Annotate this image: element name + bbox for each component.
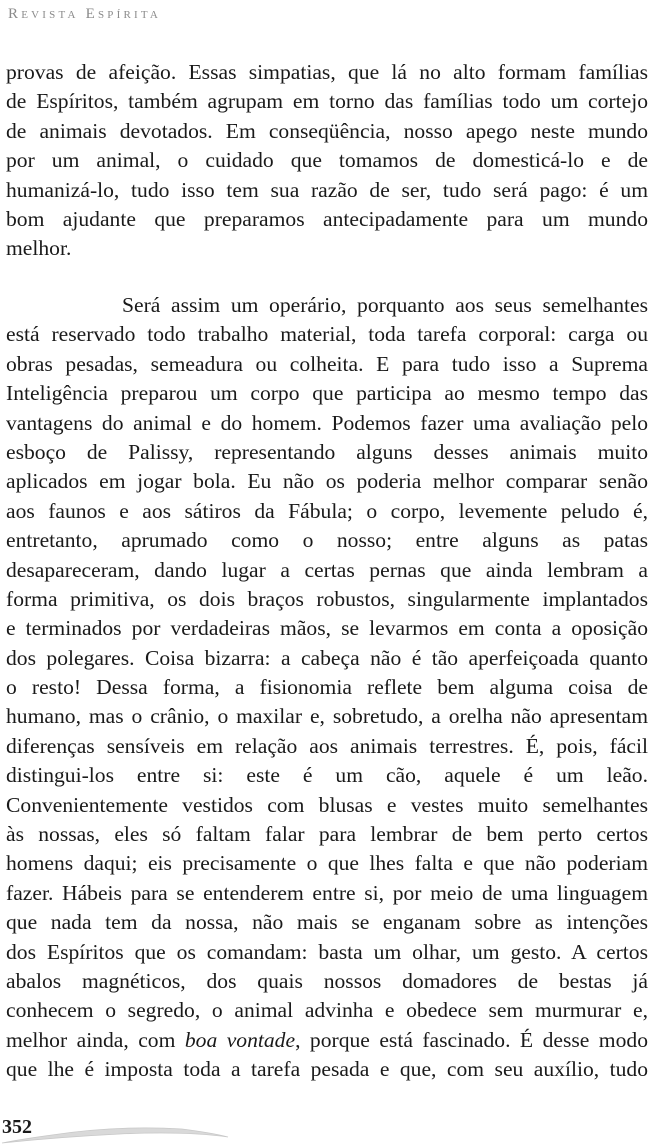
paragraph-2: [6, 291, 648, 1085]
paragraph-1: [6, 58, 648, 264]
text-line: desapareceram, dando lugar a certas pernas que ainda lembram a: [6, 557, 648, 582]
text-line: o resto! Dessa forma, a fisionomia reflete bem alguma coisa de: [6, 675, 648, 700]
text-segment: , porque está fascinado. É desse modo: [295, 1027, 648, 1052]
text-line: provas de afeição. Essas simpatias, que lá no alto formam famílias: [6, 60, 648, 84]
page-number: 352: [2, 1116, 32, 1138]
text-line: de animais devotados. Em conseqüência, nosso apego neste mundo: [6, 118, 648, 143]
text-line-with-italic: [6, 1026, 648, 1055]
text-line: Inteligência preparou um corpo que participa ao mesmo tempo das: [6, 381, 648, 406]
text-line: que nada tem da nossa, não mais se enganam sobre as intenções: [6, 910, 648, 935]
text-line: esboço de Palissy, representando alguns desses animais muito: [6, 439, 648, 464]
text-line: dos polegares. Coisa bizarra: a cabeça não é tão aperfeiçoada quanto: [6, 645, 648, 670]
text-line: forma primitiva, os dois braços robustos, singularmente implantados: [6, 586, 648, 611]
text-line: humano, mas o crânio, o maxilar e, sobretudo, a orelha não apresentam: [6, 704, 648, 729]
text-line: às nossas, eles só faltam falar para lembrar de bem perto certos: [6, 822, 648, 847]
text-line: diferenças sensíveis em relação aos animais terrestres. É, pois, fácil: [6, 733, 648, 758]
text-line: dos Espíritos que os comandam: basta um olhar, um gesto. A certos: [6, 939, 648, 964]
text-line: homens daqui; eis precisamente o que lhes falta e que não poderiam: [6, 851, 648, 876]
italic-emphasis: boa vontade: [184, 1027, 296, 1052]
text-line: está reservado todo trabalho material, toda tarefa corporal: carga ou: [6, 322, 648, 347]
text-line: melhor.: [6, 236, 72, 261]
text-line: obras pesadas, semeadura ou colheita. E para tudo isso a Suprema: [6, 351, 648, 376]
text-line: de Espíritos, também agrupam em torno das famílias todo um cortejo: [6, 89, 648, 114]
running-head: Revista Espírita: [8, 6, 162, 22]
text-line: bom ajudante que preparamos antecipadamente para um mundo: [6, 206, 648, 231]
text-line: Será assim um operário, porquanto aos seus semelhantes: [122, 293, 648, 317]
text-line: aplicados em jogar bola. Eu não os poderia melhor comparar senão: [6, 469, 648, 494]
text-line: por um animal, o cuidado que tomamos de domesticá-lo e de: [6, 148, 648, 173]
text-line: conhecem o segredo, o animal advinha e obedece sem murmurar e,: [6, 998, 648, 1023]
text-line: entretanto, aprumado como o nosso; entre alguns as patas: [6, 528, 648, 553]
text-line: vantagens do animal e do homem. Podemos fazer uma avaliação pelo: [6, 410, 648, 435]
text-line: e terminados por verdadeiras mãos, se levarmos em conta a oposição: [6, 616, 648, 641]
text-line: distingui-los entre si: este é um cão, aquele é um leão.: [6, 763, 648, 788]
text-line: Convenientemente vestidos com blusas e vestes muito semelhantes: [6, 792, 648, 817]
text-line: que lhe é imposta toda a tarefa pesada e que, com seu auxílio, tudo: [6, 1057, 648, 1082]
text-line: humanizá-lo, tudo isso tem sua razão de ser, tudo será pago: é um: [6, 177, 648, 202]
text-line: abalos magnéticos, dos quais nossos domadores de bestas já: [6, 968, 648, 993]
text-segment: melhor ainda, com: [6, 1027, 185, 1052]
text-line: fazer. Hábeis para se entenderem entre si, por meio de uma linguagem: [6, 880, 648, 905]
decorative-swoosh: [0, 1117, 240, 1147]
text-line: aos faunos e aos sátiros da Fábula; o corpo, levemente peludo é,: [6, 498, 648, 523]
